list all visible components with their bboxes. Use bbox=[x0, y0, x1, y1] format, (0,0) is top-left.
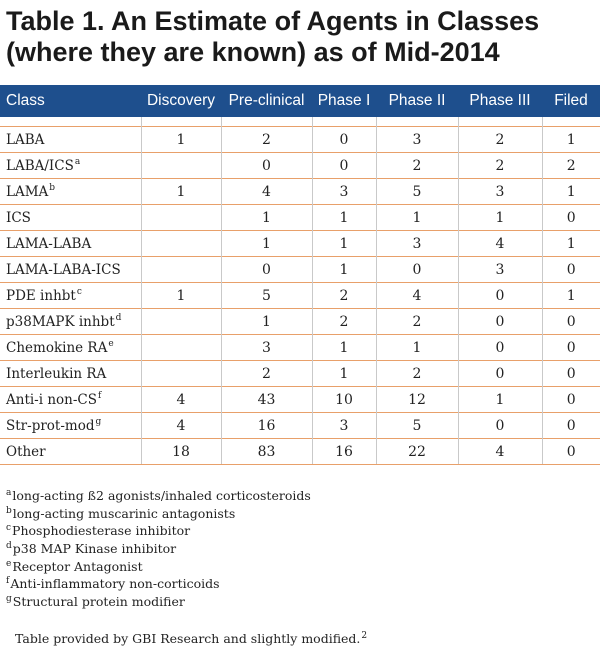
table-row bbox=[0, 309, 600, 335]
footnotes bbox=[6, 487, 566, 611]
footnote-text: Anti-inflammatory non-corticoids bbox=[10, 576, 220, 592]
table-cell: 1 bbox=[141, 127, 221, 153]
row-class-name: Interleukin RA bbox=[0, 361, 141, 387]
footnote-text: long-acting ß2 agonists/inhaled corticosteroids bbox=[12, 488, 311, 503]
table-cell: 0 bbox=[376, 257, 458, 283]
table-cell: 43 bbox=[221, 387, 312, 413]
row-class-name: Anti-i non-$CS^f$ bbox=[0, 387, 141, 413]
table-cell: 0 bbox=[221, 153, 312, 179]
table-cell: 4 bbox=[141, 413, 221, 439]
table-cell: 0 bbox=[542, 439, 600, 465]
table-row bbox=[0, 413, 600, 439]
table-row bbox=[0, 335, 600, 361]
footnote-mark: d bbox=[6, 541, 12, 552]
table-cell: 0 bbox=[542, 361, 600, 387]
footnote-marker: d bbox=[115, 312, 122, 323]
table-cell: 1 bbox=[542, 127, 600, 153]
table-cell bbox=[141, 257, 221, 283]
table-cell: 0 bbox=[542, 257, 600, 283]
table-cell: 1 bbox=[312, 257, 376, 283]
table-cell bbox=[141, 335, 221, 361]
table-cell: 4 bbox=[221, 179, 312, 205]
table-row bbox=[0, 283, 600, 309]
table-row bbox=[0, 205, 600, 231]
table-title bbox=[6, 6, 596, 68]
table-cell: 1 bbox=[542, 283, 600, 309]
table-cell: 5 bbox=[376, 179, 458, 205]
row-class-name: Str-prot-mod$^g$ bbox=[0, 413, 141, 439]
table-cell: 1 bbox=[141, 179, 221, 205]
row-class-name: LABA bbox=[0, 127, 141, 153]
header-phase-3: Phase III bbox=[458, 85, 542, 117]
table-cell: 3 bbox=[458, 257, 542, 283]
table-cell: 2 bbox=[312, 283, 376, 309]
table-cell: 83 bbox=[221, 439, 312, 465]
footnote-marker: g bbox=[95, 416, 102, 427]
table-cell bbox=[141, 153, 221, 179]
table-cell: 3 bbox=[312, 413, 376, 439]
table-cell: 4 bbox=[141, 387, 221, 413]
header-phase-2: Phase II bbox=[376, 85, 458, 117]
table-cell: 0 bbox=[221, 257, 312, 283]
table-cell: 4 bbox=[376, 283, 458, 309]
title-line-1: Table 1. An Estimate of Agents in Classes bbox=[6, 6, 540, 36]
table-cell: 0 bbox=[458, 413, 542, 439]
table-cell: 3 bbox=[376, 127, 458, 153]
source-ref: 2 bbox=[361, 631, 368, 641]
row-class-name: Chemokine $RA^e$ bbox=[0, 335, 141, 361]
table-cell: 0 bbox=[458, 361, 542, 387]
table-cell: 16 bbox=[221, 413, 312, 439]
row-class-name: LABA/ICS$^a$ bbox=[0, 153, 141, 179]
row-class-name: ICS bbox=[0, 205, 141, 231]
table-cell: 0 bbox=[542, 205, 600, 231]
header-phase-1: Phase I bbox=[312, 85, 376, 117]
row-class-name: LAMA-LABA-ICS bbox=[0, 257, 141, 283]
footnote-mark: c bbox=[6, 523, 12, 534]
footnote-marker: c bbox=[76, 286, 82, 297]
title-line-2: (where they are known) as of Mid-2014 bbox=[6, 37, 500, 67]
footnote-mark: e bbox=[6, 558, 12, 569]
source-text: Table provided by GBI Research and slightly modified. bbox=[15, 631, 361, 646]
table-cell: 1 bbox=[312, 361, 376, 387]
table-cell: 2 bbox=[376, 309, 458, 335]
table-cell bbox=[141, 361, 221, 387]
footnote-marker: f bbox=[98, 390, 102, 401]
table-cell: 2 bbox=[221, 127, 312, 153]
table-cell: 2 bbox=[376, 361, 458, 387]
footnote-text: Receptor Antagonist bbox=[12, 558, 143, 574]
footnote-item bbox=[6, 558, 566, 576]
table-cell: 0 bbox=[542, 387, 600, 413]
table-cell: 18 bbox=[141, 439, 221, 465]
table-cell: 1 bbox=[312, 205, 376, 231]
table-cell: 0 bbox=[458, 283, 542, 309]
table-cell: 0 bbox=[458, 335, 542, 361]
header-filed: Filed bbox=[542, 85, 600, 117]
table-cell: 10 bbox=[312, 387, 376, 413]
table-cell: 2 bbox=[312, 309, 376, 335]
table-cell bbox=[141, 309, 221, 335]
table-cell: 22 bbox=[376, 439, 458, 465]
table-cell: 3 bbox=[458, 179, 542, 205]
table-cell: 5 bbox=[376, 413, 458, 439]
footnote-marker: e bbox=[108, 338, 114, 349]
table-cell: 2 bbox=[458, 127, 542, 153]
table-row bbox=[0, 179, 600, 205]
footnote-item bbox=[6, 487, 566, 505]
source-note bbox=[15, 631, 367, 646]
table-row bbox=[0, 127, 600, 153]
footnote-text: long-acting muscarinic antagonists bbox=[12, 505, 236, 521]
table-cell: 1 bbox=[221, 309, 312, 335]
footnote-mark: f bbox=[6, 576, 10, 587]
table-cell: 2 bbox=[542, 153, 600, 179]
footnote-item bbox=[6, 575, 566, 593]
table-cell: 1 bbox=[312, 231, 376, 257]
table-cell: 1 bbox=[458, 205, 542, 231]
footnote-text: Structural protein modifier bbox=[12, 594, 185, 610]
table-cell: 3 bbox=[376, 231, 458, 257]
table-cell: 0 bbox=[542, 335, 600, 361]
table-cell: 0 bbox=[542, 309, 600, 335]
table-row bbox=[0, 387, 600, 413]
footnote-mark: b bbox=[6, 505, 12, 516]
table-cell: 2 bbox=[376, 153, 458, 179]
row-class-name: Other bbox=[0, 439, 141, 465]
table-cell: 0 bbox=[458, 309, 542, 335]
table-row bbox=[0, 361, 600, 387]
table-cell: 16 bbox=[312, 439, 376, 465]
table-cell: 2 bbox=[458, 153, 542, 179]
table-cell: 2 bbox=[221, 361, 312, 387]
table-row bbox=[0, 439, 600, 465]
footnote-text: p38 MAP Kinase inhibitor bbox=[12, 541, 177, 557]
row-class-name: p38MAPK inhbt$^d$ bbox=[0, 309, 141, 335]
table-cell: 4 bbox=[458, 231, 542, 257]
footnote-text: Phosphodiesterase inhibitor bbox=[12, 523, 191, 539]
header-discovery: Discovery bbox=[141, 85, 221, 117]
table-cell bbox=[141, 231, 221, 257]
table-cell: 1 bbox=[312, 335, 376, 361]
table-cell: 1 bbox=[542, 231, 600, 257]
table-header-row bbox=[0, 85, 600, 117]
footnote-item bbox=[6, 540, 566, 558]
table-cell bbox=[141, 205, 221, 231]
table-cell: 1 bbox=[141, 283, 221, 309]
table-cell: 3 bbox=[221, 335, 312, 361]
table-cell: 0 bbox=[312, 153, 376, 179]
table-row bbox=[0, 257, 600, 283]
agents-table bbox=[0, 85, 600, 465]
row-class-name: PDE inhbt$^c$ bbox=[0, 283, 141, 309]
table-cell: 12 bbox=[376, 387, 458, 413]
footnote-marker: b bbox=[49, 182, 56, 193]
header-class: Class bbox=[0, 85, 141, 117]
table-cell: 1 bbox=[376, 335, 458, 361]
table-row bbox=[0, 153, 600, 179]
table-cell: 1 bbox=[542, 179, 600, 205]
table-cell: 3 bbox=[312, 179, 376, 205]
table-cell: 0 bbox=[542, 413, 600, 439]
footnote-item bbox=[6, 593, 566, 611]
table-cell: 1 bbox=[458, 387, 542, 413]
table-cell: 0 bbox=[312, 127, 376, 153]
footnote-mark: a bbox=[6, 488, 12, 498]
header-preclinical: Pre-clinical bbox=[221, 85, 312, 117]
table-cell: 1 bbox=[221, 205, 312, 231]
table-cell: 5 bbox=[221, 283, 312, 309]
footnote-item bbox=[6, 522, 566, 540]
footnote-marker: a bbox=[74, 156, 81, 167]
row-class-name: LAMA-LABA bbox=[0, 231, 141, 257]
table-row bbox=[0, 231, 600, 257]
table-cell: 4 bbox=[458, 439, 542, 465]
footnote-mark: g bbox=[6, 594, 12, 605]
footnote-item bbox=[6, 505, 566, 523]
row-class-name: LAMA$^b$ bbox=[0, 179, 141, 205]
table-cell: 1 bbox=[376, 205, 458, 231]
table-cell: 1 bbox=[221, 231, 312, 257]
